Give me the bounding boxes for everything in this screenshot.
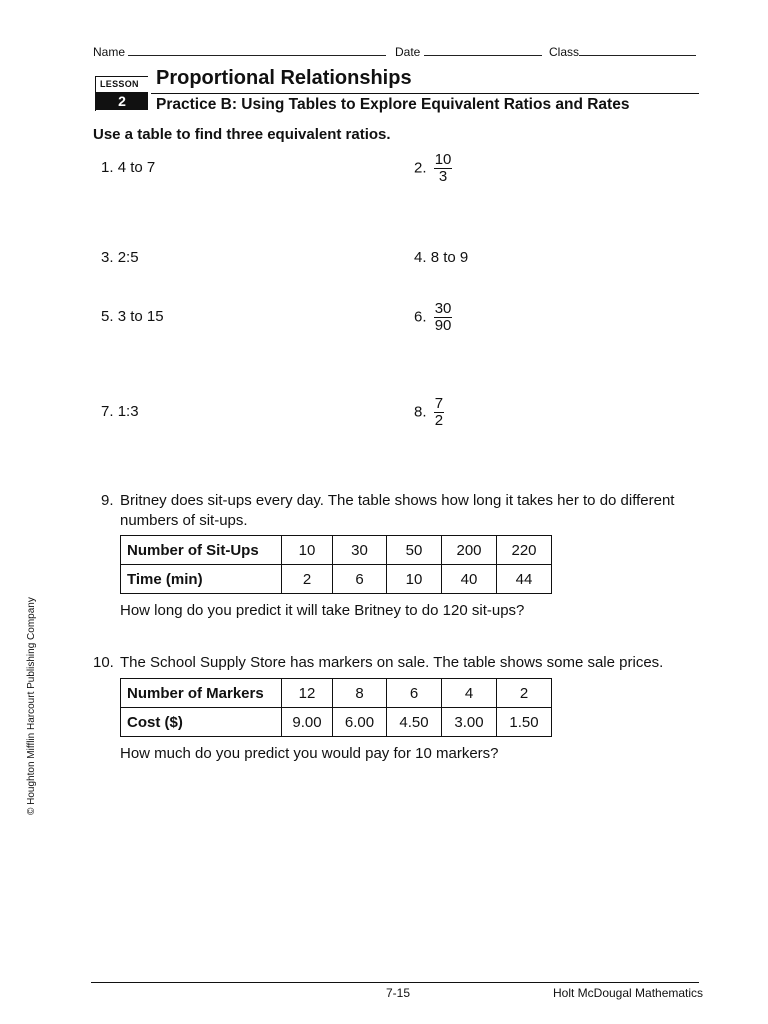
fraction-numerator: 10: [434, 151, 452, 168]
fraction-denominator: 90: [434, 317, 452, 334]
problem-ratio: 2:5: [117, 249, 139, 266]
problem-number: 3.: [101, 249, 114, 266]
table-cell: 4.50: [387, 708, 442, 737]
date-field[interactable]: [395, 44, 542, 59]
row-header: Number of Markers: [121, 679, 282, 708]
fraction-denominator: 2: [434, 412, 444, 429]
q9-line-1: Britney does sit-ups every day. The table shows how long it takes her to do different: [120, 492, 675, 509]
problem-3: [101, 249, 139, 266]
table-row: [121, 536, 552, 565]
table-cell: 10: [282, 536, 333, 565]
table-cell: 40: [442, 565, 497, 594]
date-label: Date: [395, 45, 421, 59]
table-cell: 44: [497, 565, 552, 594]
problem-number: 6.: [414, 308, 427, 326]
table-cell: 2: [497, 679, 552, 708]
q10-text: The School Supply Store has markers on sale. The table shows some sale prices.: [120, 654, 664, 671]
footer-rule: [91, 982, 699, 983]
problem-ratio: 3 to 15: [117, 308, 164, 325]
lesson-number: 2: [96, 92, 148, 110]
name-line[interactable]: [128, 44, 386, 56]
row-header: Number of Sit-Ups: [121, 536, 282, 565]
q9-text: [120, 491, 710, 531]
table-cell: 200: [442, 536, 497, 565]
table-cell: 9.00: [282, 708, 333, 737]
problem-7: [101, 403, 139, 420]
problem-ratio: 1:3: [117, 403, 139, 420]
table-cell: 6: [333, 565, 387, 594]
problem-1: [101, 159, 155, 176]
table-cell: 3.00: [442, 708, 497, 737]
problem-number: 1.: [101, 159, 114, 176]
fraction: [434, 396, 444, 429]
fraction-numerator: 7: [434, 395, 444, 412]
problem-2: [414, 152, 452, 185]
table-cell: 10: [387, 565, 442, 594]
page-subtitle: Practice B: Using Tables to Explore Equivalent Ratios and Rates: [156, 96, 630, 113]
class-label: Class: [549, 45, 580, 59]
lesson-label: LESSON: [100, 79, 139, 89]
problem-ratio: 4 to 7: [117, 159, 156, 176]
problem-number: 5.: [101, 308, 114, 325]
problem-4: [414, 249, 468, 266]
class-field[interactable]: [549, 44, 696, 59]
fraction: [434, 152, 453, 185]
table-row: [121, 565, 552, 594]
markers-table: [120, 678, 552, 737]
table-cell: 8: [333, 679, 387, 708]
table-cell: 12: [282, 679, 333, 708]
fraction-numerator: 30: [434, 300, 452, 317]
table-cell: 6.00: [333, 708, 387, 737]
fraction: [434, 301, 453, 334]
problem-number: 8.: [414, 403, 427, 421]
problem-5: [101, 308, 164, 325]
row-header: Cost ($): [121, 708, 282, 737]
problem-number: 7.: [101, 403, 114, 420]
date-line[interactable]: [424, 44, 542, 56]
problem-6: [414, 301, 452, 334]
problem-ratio: 8 to 9: [430, 249, 469, 266]
table-cell: 220: [497, 536, 552, 565]
q9-number: 9.: [101, 492, 114, 509]
problem-8: [414, 396, 444, 429]
table-cell: 2: [282, 565, 333, 594]
fraction-denominator: 3: [438, 168, 448, 185]
copyright-notice: © Houghton Mifflin Harcourt Publishing Company: [26, 597, 37, 815]
table-cell: 6: [387, 679, 442, 708]
page-number: 7-15: [386, 986, 411, 1000]
name-field[interactable]: [93, 44, 386, 59]
instructions: Use a table to find three equivalent ratios.: [93, 126, 391, 143]
q10-question: How much do you predict you would pay for 10 markers?: [120, 745, 499, 762]
page-title: Proportional Relationships: [156, 67, 412, 89]
situps-table: [120, 535, 552, 594]
publisher-name: Holt McDougal Mathematics: [553, 986, 704, 1000]
q10-number: 10.: [93, 654, 114, 671]
class-line[interactable]: [579, 44, 696, 56]
q9-line-2: numbers of sit-ups.: [120, 512, 248, 529]
table-cell: 4: [442, 679, 497, 708]
table-cell: 50: [387, 536, 442, 565]
table-row: [121, 708, 552, 737]
title-rule: [151, 93, 699, 94]
table-row: [121, 679, 552, 708]
problem-number: 2.: [414, 159, 427, 177]
name-label: Name: [93, 45, 126, 59]
table-cell: 30: [333, 536, 387, 565]
problem-number: 4.: [414, 249, 427, 266]
table-cell: 1.50: [497, 708, 552, 737]
q9-question: How long do you predict it will take Britney to do 120 sit-ups?: [120, 602, 525, 619]
row-header: Time (min): [121, 565, 282, 594]
